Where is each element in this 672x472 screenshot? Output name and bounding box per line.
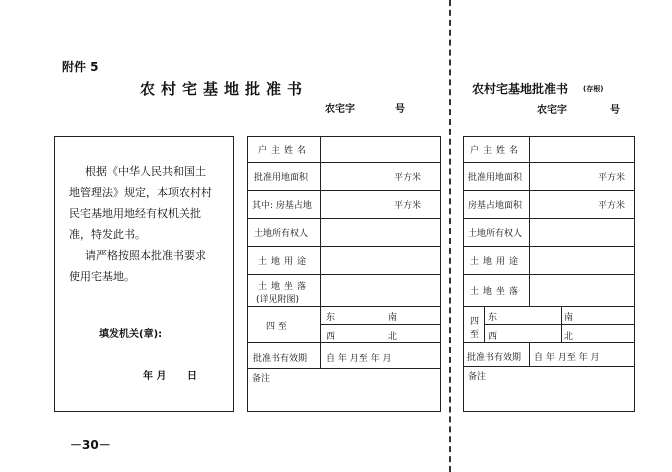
main-title: 农村宅基地批准书	[140, 80, 309, 98]
main-table-col-divider	[320, 136, 321, 368]
main-west: 西	[326, 332, 336, 342]
stub-title: 农村宅基地批准书	[472, 82, 569, 96]
main-doc-no-prefix: 农宅字	[325, 104, 355, 115]
main-east: 东	[326, 313, 336, 323]
stub-remark-label: 备注	[468, 372, 487, 382]
main-owner-label: 户主姓名	[258, 146, 311, 156]
stub-validity-value: 自 年 月至 年 月	[534, 353, 600, 363]
main-land-use-label: 土地用途	[258, 257, 311, 267]
cut-line	[449, 0, 451, 472]
stub-building-unit: 平方米	[598, 201, 626, 211]
p1-line-2: 地管理法》规定，本项农村村	[69, 186, 212, 199]
p1-line-4: 准，特发此书。	[69, 228, 146, 241]
main-building-unit: 平方米	[394, 201, 422, 211]
stub-doc-no-prefix: 农宅字	[537, 105, 567, 116]
stub-area-unit: 平方米	[598, 173, 626, 183]
main-land-owner-label: 土地所有权人	[254, 229, 309, 239]
stub-location-label: 土地坐落	[470, 287, 523, 297]
issue-date-month: 年 月	[143, 371, 167, 382]
stub-land-owner-label: 土地所有权人	[468, 229, 523, 239]
p1-line-1: 根据《中华人民共和国土	[85, 165, 206, 178]
stub-land-use-label: 土地用途	[470, 257, 523, 267]
stub-west: 西	[488, 332, 498, 342]
stub-north: 北	[564, 332, 574, 342]
main-location-label: 土地坐落	[258, 282, 311, 292]
p2-line-2: 使用宅基地。	[69, 270, 135, 283]
p1-line-3: 民宅基地用地经有权机关批	[69, 207, 201, 220]
issuer-label: 填发机关(章):	[99, 329, 163, 340]
stub-validity-label: 批准书有效期	[467, 353, 522, 363]
main-building-label: 其中: 房基占地	[252, 201, 312, 211]
issue-date-day: 日	[187, 371, 197, 382]
main-area-label: 批准用地面积	[254, 173, 309, 183]
main-doc-no-suffix: 号	[395, 104, 405, 115]
main-validity-label: 批准书有效期	[253, 354, 308, 364]
stub-east: 东	[488, 313, 498, 323]
page-number: －30－	[70, 438, 111, 452]
stub-bounds-char-1: 四	[470, 317, 480, 327]
stub-owner-label: 户主姓名	[470, 146, 523, 156]
attachment-label: 附件 5	[62, 60, 99, 74]
stub-doc-no-suffix: 号	[610, 105, 620, 116]
stub-building-label: 房基占地面积	[468, 201, 523, 211]
cover-panel	[54, 136, 234, 412]
main-north: 北	[388, 332, 398, 342]
stub-bounds-char-2: 至	[470, 330, 480, 340]
stub-south: 南	[564, 313, 574, 323]
main-south: 南	[388, 313, 398, 323]
main-location-note: (详见附图)	[256, 295, 300, 305]
p2-line-1: 请严格按照本批准书要求	[85, 249, 206, 262]
main-bounds-label: 四 至	[266, 322, 287, 332]
stub-area-label: 批准用地面积	[468, 173, 523, 183]
stub-tag: (存根)	[583, 85, 604, 93]
main-remark-label: 备注	[252, 374, 271, 384]
main-validity-value: 自 年 月至 年 月	[326, 354, 392, 364]
cover-paragraph-1	[69, 161, 212, 287]
main-area-unit: 平方米	[394, 173, 422, 183]
